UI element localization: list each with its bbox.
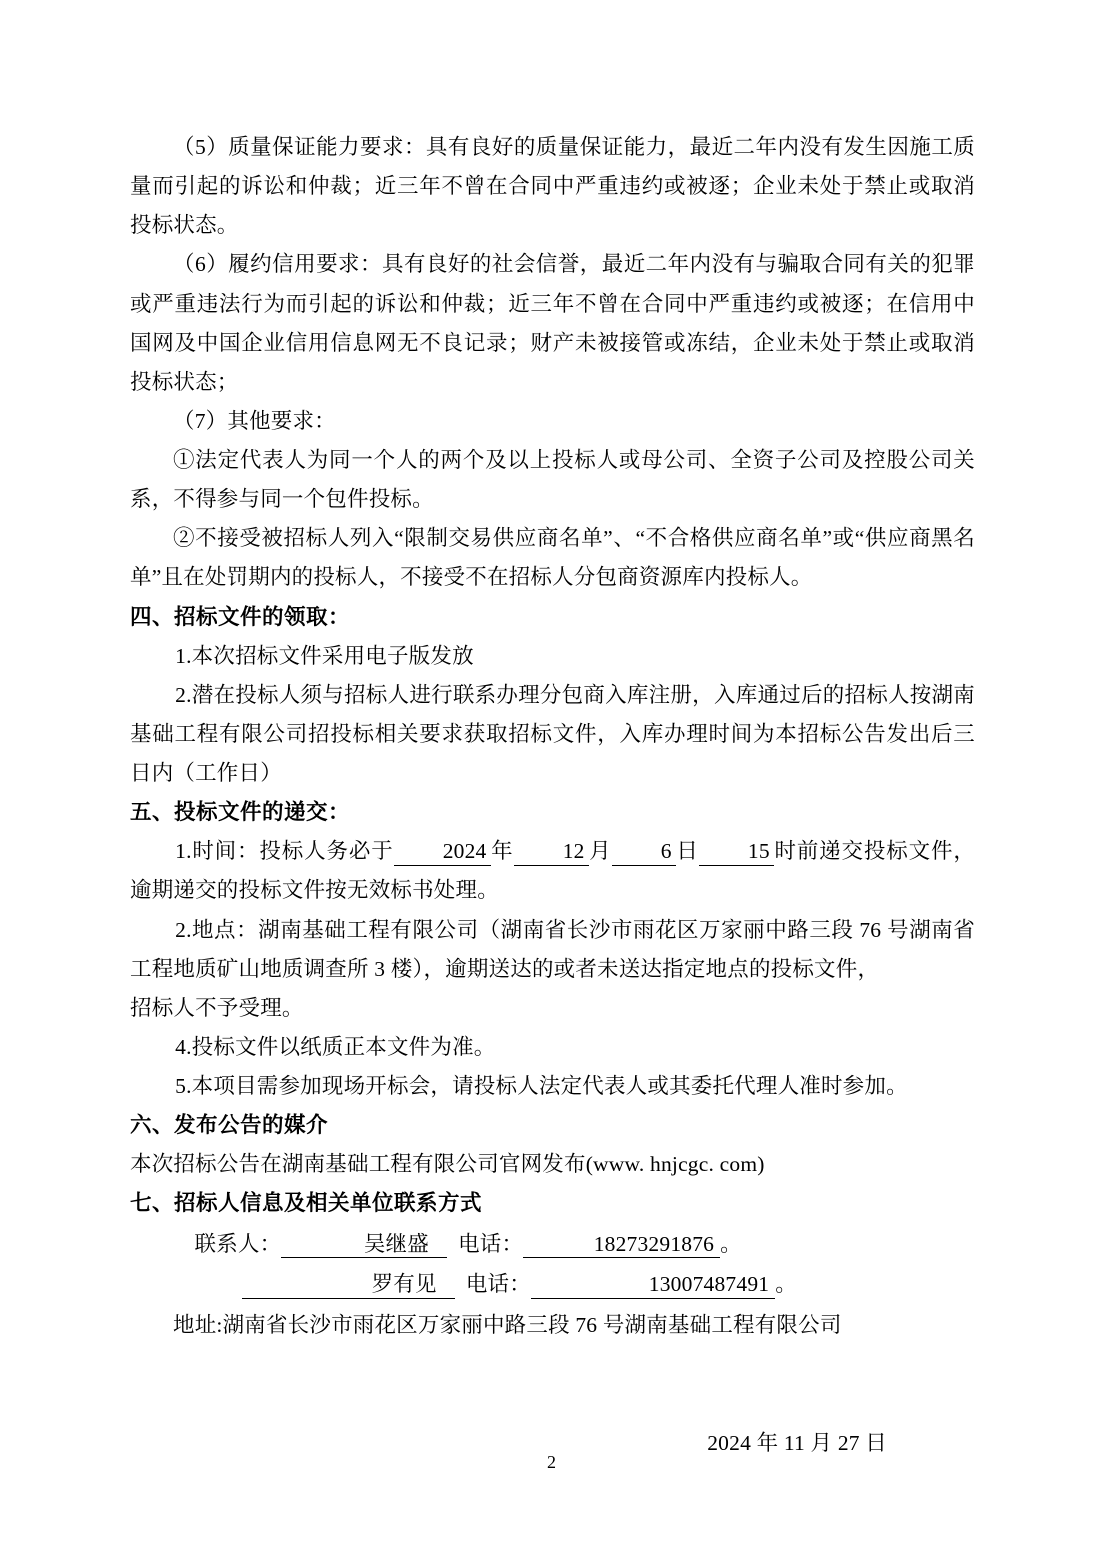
document-date: 2024 年 11 月 27 日 [707, 1431, 887, 1456]
section4-item-1: 1.本次招标文件采用电子版发放 [175, 643, 474, 668]
paragraph-other-requirement-2: ②不接受被招标人列入“限制交易供应商名单”、“不合格供应商名单”或“供应商黑名单”且在处罚期内的投标人，不接受不在招标人分包商资源库内投标人。 [130, 526, 975, 590]
phone-label-2: 电话： [465, 1272, 531, 1297]
section-heading-4: 四、招标文件的领取： [130, 604, 351, 629]
contact-name-1: 吴继盛 [281, 1232, 447, 1259]
paragraph-quality-requirement: （5）质量保证能力要求：具有良好的质量保证能力，最近二年内没有发生因施工质量而引起的诉讼和仲裁；近三年不曾在合同中严重违约或被逐；企业未处于禁止或取消投标状态。 [130, 135, 975, 238]
contact-label: 联系人： [194, 1231, 282, 1256]
bid-hour-value: 15 [699, 839, 774, 866]
contact-name-2: 罗有见 [242, 1272, 455, 1299]
paragraph-credit-requirement: （6）履约信用要求：具有良好的社会信誉，最近二年内没有与骗取合同有关的犯罪或严重违法行为而引起的诉讼和仲裁；近三年不曾在合同中严重违约或被逐；在信用中国网及中国企业信用信息网无不良记录；财产未被接管或冻结，企业未处于禁止或取消投标状态； [130, 252, 975, 394]
section4-item-2: 2.潜在投标人须与招标人进行联系办理分包商入库注册，入库通过后的招标人按湖南基础工程有限公司招投标相关要求获取招标文件，入库办理时间为本招标公告发出后三日内（工作日） [130, 682, 975, 785]
time-suffix: 时前递交投标文件，逾期递交的投标文件按无效标书处理。 [130, 839, 976, 903]
page-number: 2 [547, 1452, 556, 1472]
contact-row-1 [130, 1224, 975, 1265]
contact-phone-2: 13007487491 [531, 1272, 775, 1299]
day-unit: 日 [675, 839, 699, 864]
contact-row-2 [130, 1264, 975, 1305]
bid-month-value: 12 [514, 839, 589, 866]
section5-item-location-cont: 招标人不予受理。 [130, 995, 304, 1020]
time-prefix: 1.时间：投标人务必于 [175, 839, 394, 864]
year-unit: 年 [490, 839, 514, 864]
contact-end-1: 。 [720, 1231, 742, 1256]
section5-item-5: 5.本项目需参加现场开标会，请投标人法定代表人或其委托代理人准时参加。 [175, 1074, 908, 1098]
section-heading-5: 五、投标文件的递交： [130, 800, 351, 825]
address-line: 地址:湖南省长沙市雨花区万家丽中路三段 76 号湖南基础工程有限公司 [173, 1313, 842, 1338]
section5-item-location: 2.地点：湖南基础工程有限公司（湖南省长沙市雨花区万家丽中路三段 76 号湖南省工程地质矿山地质调查所 3 楼），逾期送达的或者未送达指定地点的投标文件， [130, 917, 975, 981]
contact-phone-1: 18273291876 [523, 1232, 720, 1259]
section-heading-6: 六、发布公告的媒介 [130, 1113, 329, 1138]
phone-label-1: 电话： [458, 1231, 524, 1256]
month-unit: 月 [588, 839, 612, 864]
paragraph-other-requirements-title: （7）其他要求： [173, 408, 336, 433]
section-heading-7: 七、招标人信息及相关单位联系方式 [130, 1191, 483, 1216]
paragraph-other-requirement-1: ①法定代表人为同一个人的两个及以上投标人或母公司、全资子公司及控股公司关系，不得参与同一个包件投标。 [130, 448, 975, 512]
section5-item-4: 4.投标文件以纸质正本文件为准。 [175, 1034, 496, 1059]
bid-day-value: 6 [612, 839, 676, 866]
bid-year-value: 2024 [394, 839, 491, 866]
section6-text: 本次招标公告在湖南基础工程有限公司官网发布(www. hnjcgc. com) [130, 1152, 765, 1177]
contact-end-2: 。 [775, 1272, 797, 1297]
section5-item-time [130, 832, 975, 910]
